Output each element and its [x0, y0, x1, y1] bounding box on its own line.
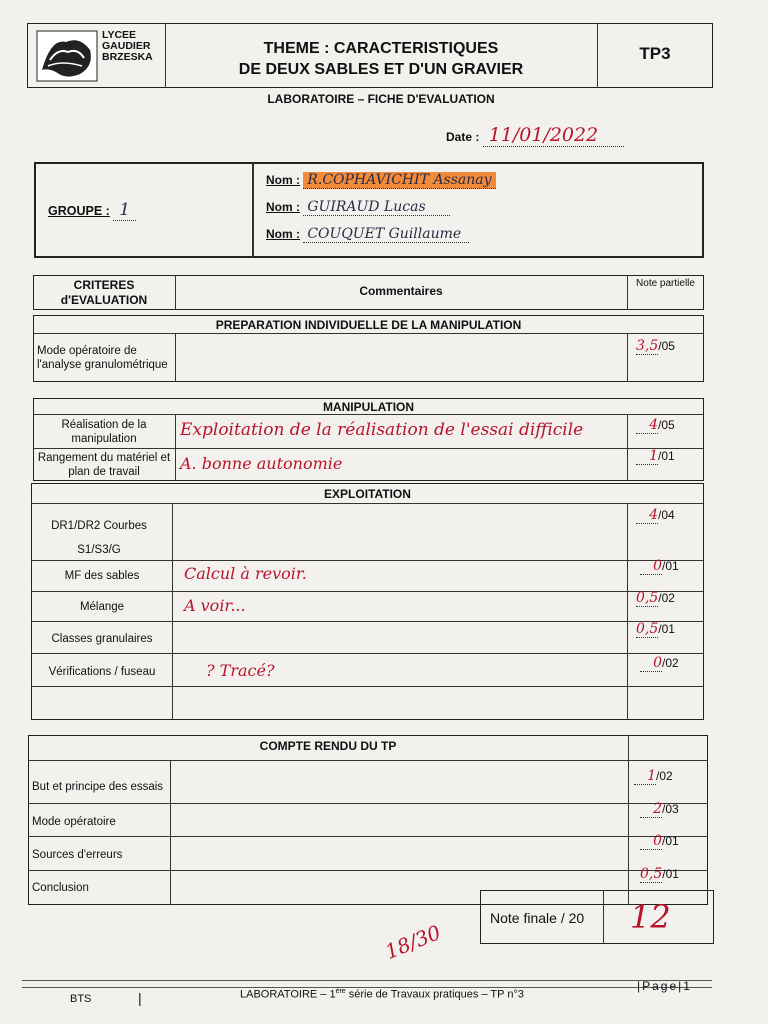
footer-title: LABORATOIRE – 1ère série de Travaux pratiques – TP n°3 — [240, 988, 524, 1001]
score-field: 0/02 — [640, 655, 679, 672]
criterion-label: Mode opératoire — [32, 816, 116, 828]
tp-number: TP3 — [639, 44, 671, 63]
criterion-label: Rangement du matériel et plan de travail — [37, 452, 171, 479]
score-field: 4/04 — [636, 507, 675, 524]
comments-header: Commentaires — [359, 284, 443, 298]
partial-note-header: Note partielle — [636, 278, 695, 289]
score-field: 0,5/01 — [636, 621, 675, 637]
criterion-label: Réalisation de la manipulation — [61, 419, 147, 446]
criterion-label: MF des sables — [64, 570, 140, 582]
criterion-label: Classes granulaires — [51, 633, 153, 645]
criterion-label: Mode opératoire de l'analyse granulométrique — [37, 345, 168, 372]
group-label: GROUPE : — [48, 204, 110, 218]
section-title-compte-rendu: COMPTE RENDU DU TP — [259, 739, 397, 753]
student-name-2: Nom : GUIRAUD Lucas — [266, 199, 450, 215]
score-field: 4/05 — [636, 417, 675, 434]
student-name-2-value: GUIRAUD Lucas — [303, 199, 449, 216]
score-field: 0,5/02 — [636, 590, 675, 606]
date-block — [446, 124, 708, 146]
theme-title-line2: DE DEUX SABLES ET D'UN GRAVIER — [238, 61, 524, 78]
criterion-label: Conclusion — [32, 882, 89, 894]
criterion-label: Vérifications / fuseau — [48, 666, 156, 678]
page-subtitle: LABORATOIRE – FICHE D'EVALUATION — [267, 92, 495, 106]
logo-text-line2: GAUDIER — [102, 40, 151, 52]
score-field: 0/01 — [640, 833, 679, 850]
school-logo — [36, 30, 160, 84]
student-name-1-value: R.COPHAVICHIT Assanay — [303, 172, 495, 189]
side-score-note: 18/30 — [381, 920, 445, 964]
comment-text: Calcul à revoir. — [184, 564, 307, 583]
criteria-header: CRITERES — [73, 278, 135, 292]
group-field — [48, 200, 136, 220]
criterion-label: Sources d'erreurs — [32, 849, 123, 861]
score-field: 0/01 — [640, 558, 679, 575]
section-title-preparation: PREPARATION INDIVIDUELLE DE LA MANIPULATION — [215, 318, 522, 332]
student-name-3: Nom : COUQUET Guillaume — [266, 226, 469, 242]
theme-title-line1: THEME : CARACTERISTIQUES — [263, 40, 499, 57]
comment-text: A. bonne autonomie — [180, 454, 343, 473]
footer-page: |Page|1 — [637, 979, 692, 993]
comment-text: A voir... — [184, 596, 246, 615]
student-name-1: Nom : R.COPHAVICHIT Assanay — [266, 172, 496, 188]
comment-text: ? Tracé? — [206, 661, 275, 680]
date-value: 11/01/2022 — [483, 124, 625, 147]
logo-text-line3: BRZESKA — [102, 51, 153, 63]
final-note-label: Note finale / 20 — [490, 910, 585, 926]
score-field: 2/03 — [640, 801, 679, 818]
score-field: 0,5/01 — [640, 866, 679, 882]
footer-bts: BTS — [70, 993, 92, 1005]
final-note-value: 12 — [630, 898, 671, 936]
logo-text-line1: LYCEE — [102, 29, 137, 41]
section-title-manipulation: MANIPULATION — [322, 400, 415, 414]
score-field: 3,5/05 — [636, 338, 675, 354]
group-value: 1 — [113, 200, 136, 221]
score-field: 1/01 — [636, 448, 675, 465]
section-title-exploitation: EXPLOITATION — [324, 487, 411, 501]
criterion-label: But et principe des essais — [32, 781, 164, 793]
criterion-label: DR1/DR2 Courbes S1/S3/G — [51, 520, 147, 556]
date-label: Date : — [446, 130, 480, 144]
score-field: 1/02 — [634, 768, 673, 785]
student-name-3-value: COUQUET Guillaume — [303, 226, 469, 243]
comment-text: Exploitation de la réalisation de l'essai difficile — [180, 420, 584, 440]
criterion-label: Mélange — [79, 601, 125, 613]
